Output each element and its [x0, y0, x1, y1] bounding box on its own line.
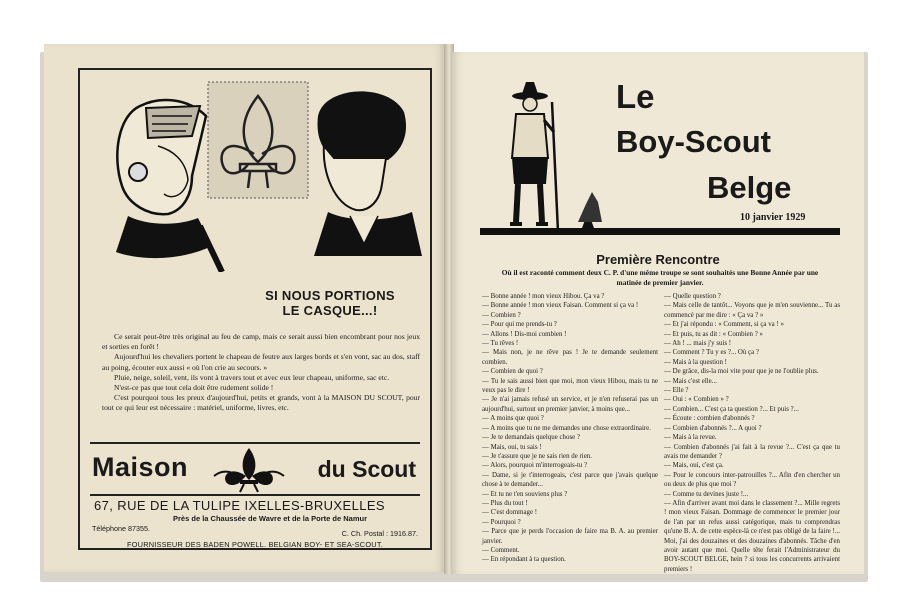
supplier-line: FOURNISSEUR DES BADEN POWELL. BELGIAN BOY- ET SEA-SCOUT. — [127, 540, 383, 549]
dialogue-line: — Mais, oui, c'est ça. — [664, 462, 724, 470]
masthead-bar — [480, 228, 840, 235]
dialogue-line: — Tu le sais aussi bien que moi, mon vieux Hibou, mais tu ne veux pas le dire ! — [482, 377, 658, 395]
issue-date: 10 janvier 1929 — [740, 212, 806, 223]
scout-hat-figure — [314, 91, 422, 256]
masthead-title-line-2: Boy-Scout — [616, 124, 771, 159]
article-title: Première Rencontre — [596, 252, 720, 267]
dialogue-line: — Alors, pourquoi m'interrogeais-tu ? — [482, 462, 588, 470]
dialogue-line: — A moins que quoi ? — [482, 415, 544, 423]
dialogue-line: — Combien d'abonnés ?... A quoi ? — [664, 424, 762, 432]
dialogue-line: — Plus du tout ! — [482, 499, 528, 507]
article-intro: Où il est raconté comment deux C. P. d'une même troupe se sont souhaités une Bonne Année par une matinée de premier janvier. — [501, 268, 819, 287]
brand-banner — [92, 446, 418, 494]
dialogue-line: — Parce que je perds l'occasion de faire ma B. A. au premier janvier. — [482, 528, 658, 545]
ad-paragraph: Aujourd'hui les chevaliers portent le chapeau de feutre aux larges bords et s'en vont, sac au dos, staff au poing, écouter eux aussi « où l'on crie au secours. » — [102, 352, 420, 372]
dialogue-line: — Mais, oui, tu sais ! — [482, 443, 542, 451]
dialogue-line: — De grâce, dis-la moi vite pour que je ne l'oublie plus. — [664, 368, 819, 376]
dialogue-line: — Comme tu devines juste !... — [664, 490, 749, 498]
dialogue-line: — Écoute : combien d'abonnés ? — [664, 415, 755, 423]
dialogue-line: — Mais à la question ! — [664, 358, 727, 366]
dialogue-line: — Je te demandais quelque chose ? — [482, 434, 580, 442]
dialogue-line: — Mais celle de tantôt... Voyons que je m'en souvienne... Tu as commencé par me dire : « Ça va ? » — [664, 302, 840, 319]
dialogue-line: — Pour qui me prends-tu ? — [482, 321, 557, 329]
ad-paragraph: Ce serait peut-être très original au feu de camp, mais ce serait aussi bien encombrant pour nos jeux et sorties en forêt ! — [102, 332, 420, 352]
dialogue-line: — Je t'assure que je ne sais rien de rien. — [482, 452, 592, 460]
dialogue-line: — Elle ? — [664, 387, 689, 395]
dialogue-line: — Afin d'arriver avant moi dans le classement ?... Mille regrets ! mon vieux Faisan. Dommage de commencer le premier jour de l'an par un refus aussi catégorique, mais tu comprendras qu'une B. A. de cette espèce-là ce n'est pas obligé de la faire !... Moi, j'ai des douzaines et des douzaines d'abonnés. Tâche d'en avoir autant que moi. Quelle tête ferait l'Administrateur du BOY-SCOUT BELGE, hein ? si tous les concurrents arrivaient premiers ! — [664, 499, 840, 573]
masthead-title-line-3: Belge — [707, 170, 792, 205]
masthead-title-line-1: Le — [616, 78, 655, 115]
dialogue-line: — Dame, si je t'interrogeais, c'est parce que j'avais quelque chose à te demander... — [482, 471, 658, 489]
dialogue-line: — Combien... C'est ça ta question ?... Et puis ?... — [664, 405, 799, 413]
dialogue-line: — Mais à la revue. — [664, 434, 717, 442]
left-page — [44, 44, 446, 572]
telephone-number: Téléphone 87355. — [92, 524, 150, 533]
scout-emblem-icon — [210, 446, 288, 494]
ad-paragraph: Pluie, neige, soleil, vent, ils vont à travers tout et avec eux leur chapeau, uniforme, sac etc. — [114, 372, 390, 382]
headline-line-1: SI NOUS PORTIONS — [265, 288, 395, 303]
dialogue-line: — Et tu ne t'en souviens plus ? — [482, 490, 568, 498]
dialogue-line: — Bonne année ! mon vieux Hibou. Ça va ? — [482, 293, 605, 300]
dialogue-line: — Comment ? Tu y es ?... Où ça ? — [664, 349, 759, 357]
dialogue-line: — Combien de quoi ? — [482, 368, 543, 376]
ad-paragraph: C'est pourquoi tous les preux d'aujourd'hui, petits et grands, vont à la MAISON DU SCOUT, pour tout ce qui leur est nécessaire : matériel, uniforme, livres, etc. — [102, 393, 420, 413]
dialogue-line: — Comment. — [482, 546, 520, 554]
dialogue-line: — Et j'ai répondu : « Comment, si ça va ! » — [664, 321, 784, 329]
dialogue-line: — Ah ! ... mais j'y suis ! — [664, 340, 732, 348]
ad-headline — [250, 288, 410, 318]
dialogue-line: — Bonne année ! mon vieux Faisan. Comment si ça va ! — [482, 302, 639, 310]
dialogue-line: — A moins que tu ne me demandes une chose extraordinaire. — [482, 424, 651, 432]
dialogue-line: — Pourquoi ? — [482, 518, 521, 526]
ad-body-text — [102, 332, 420, 414]
article-column-2 — [664, 292, 840, 574]
brand-name-left: Maison — [92, 452, 189, 482]
divider — [90, 494, 420, 496]
knight-and-scout-illustration — [88, 76, 422, 272]
dialogue-line: — Allons ! Dis-moi combien ! — [482, 330, 567, 338]
right-page — [452, 52, 864, 574]
dialogue-line: — Quelle question ? — [664, 293, 721, 300]
dialogue-line: — Tu rêves ! — [482, 340, 519, 348]
ad-paragraph: N'est-ce pas que tout cela doit être rudement solide ! — [114, 383, 274, 393]
dialogue-line: — En répondant à ta question. — [482, 556, 566, 564]
dialogue-line: — Pour le concours inter-patrouilles ?... Afin d'en chercher un ou deux de plus que moi ? — [664, 471, 840, 489]
divider — [90, 442, 420, 444]
dialogue-line: — Je n'ai jamais refusé un service, et je n'en refuserai pas un aujourd'hui, surtout un premier janvier, à moins que... — [482, 396, 658, 413]
dialogue-line: — Oui : « Combien » ? — [664, 396, 729, 404]
dialogue-line: — C'est dommage ! — [482, 509, 538, 517]
brand-name-right: du Scout — [317, 456, 416, 482]
postal-account: C. Ch. Postal : 1916.87. — [341, 529, 418, 538]
knight-helmet-figure — [116, 100, 222, 272]
dialogue-line: — Et puis, tu as dit : « Combien ? » — [664, 330, 763, 338]
dialogue-line: — Combien ? — [482, 311, 521, 319]
dialogue-line: — Combien d'abonnés j'ai fait à la revue ?... C'est ça que tu avais me demander ? — [664, 443, 840, 460]
maison-du-scout-advertisement — [78, 68, 432, 550]
shop-address: 67, RUE DE LA TULIPE IXELLES-BRUXELLES — [94, 498, 385, 513]
dialogue-line: — Mais c'est elle... — [664, 377, 717, 385]
headline-line-2: LE CASQUE...! — [282, 303, 378, 318]
address-subtitle: Près de la Chaussée de Wavre et de la Porte de Namur — [173, 514, 367, 523]
article-column-1 — [482, 292, 658, 565]
dialogue-line: — Mais non, je ne rêve pas ! Je te demande seulement combien. — [482, 349, 658, 366]
